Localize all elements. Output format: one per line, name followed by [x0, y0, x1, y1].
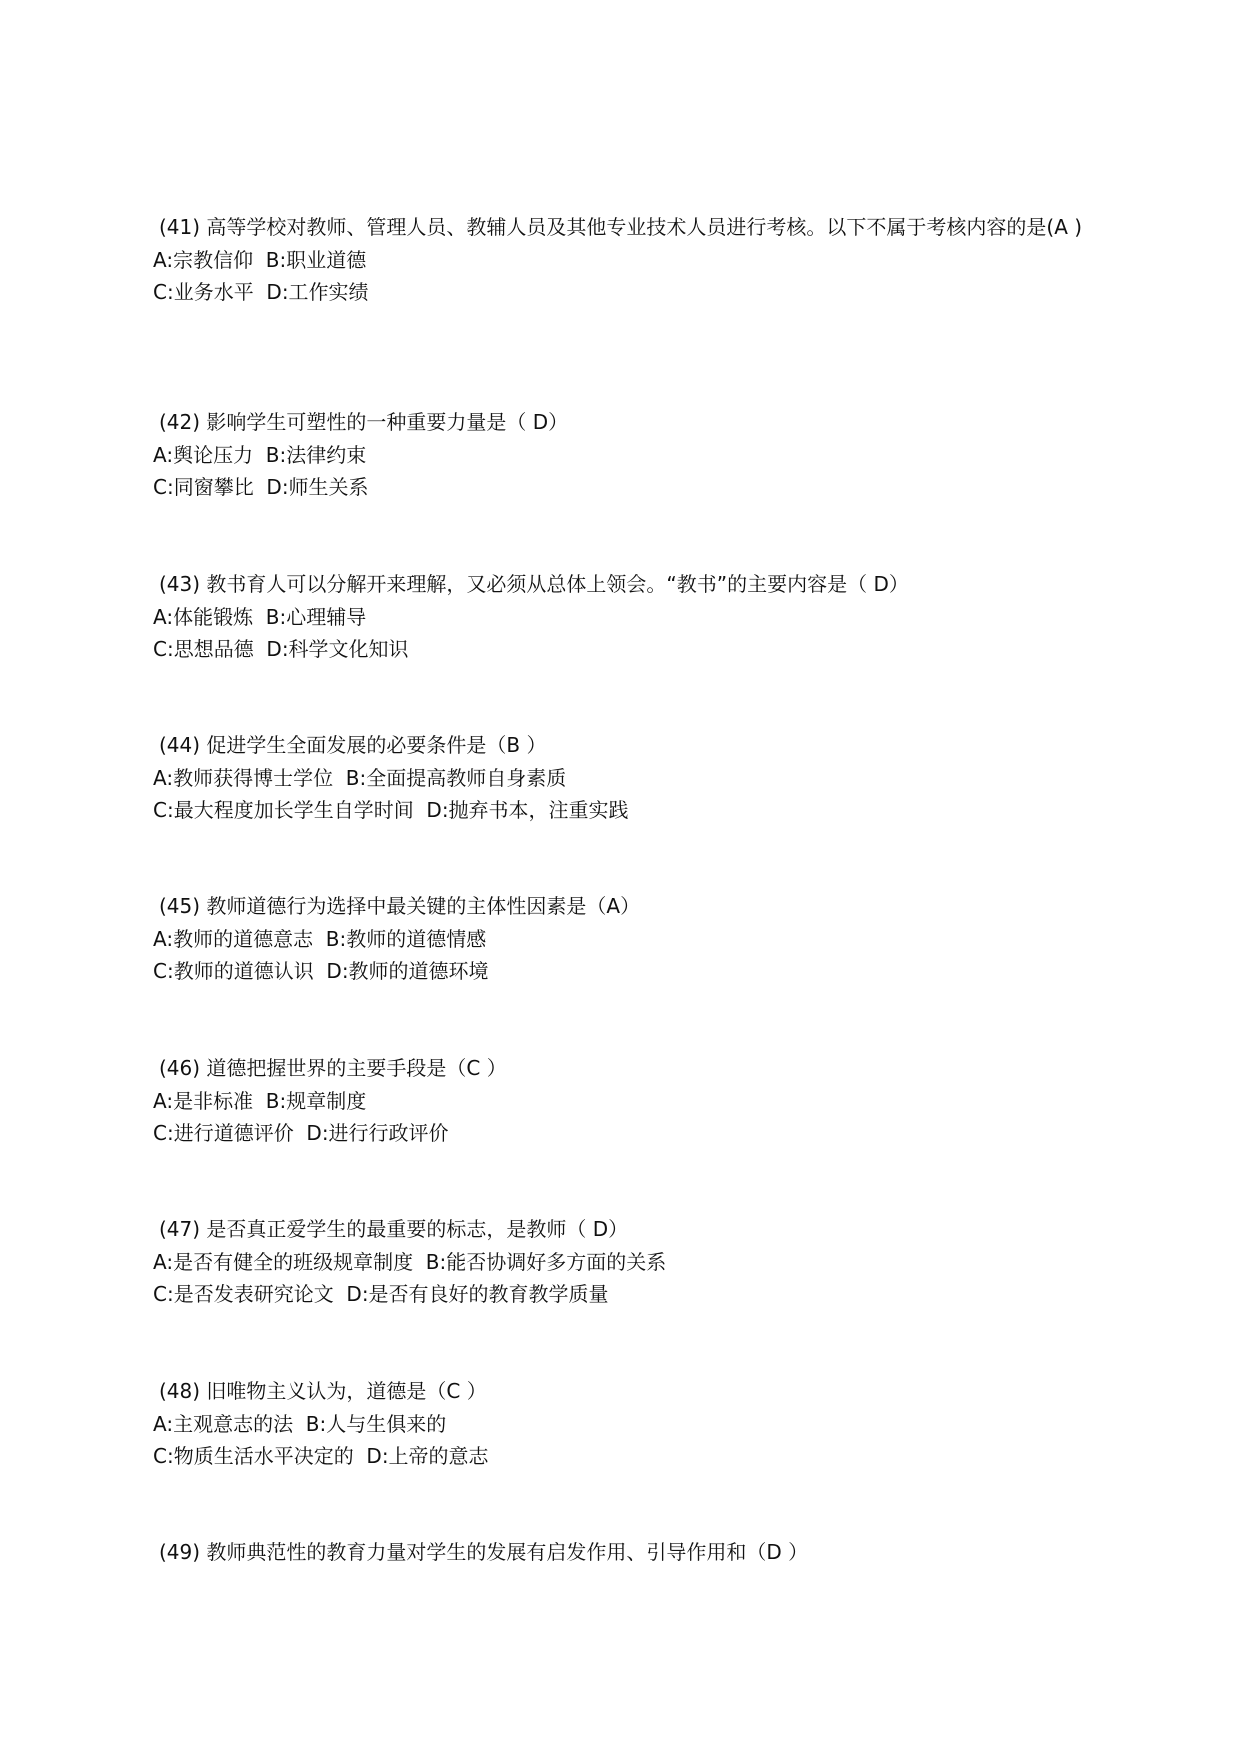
- question-options-cd: C:是否发表研究论文 D:是否有良好的教育教学质量: [153, 1282, 609, 1306]
- question-options-cd: C:业务水平 D:工作实绩: [153, 280, 369, 304]
- question-41: [153, 211, 1093, 309]
- question-options-cd: C:进行道德评价 D:进行行政评价: [153, 1121, 449, 1145]
- question-options-ab: A:是否有健全的班级规章制度 B:能否协调好多方面的关系: [153, 1249, 667, 1274]
- question-49: [153, 1536, 1093, 1569]
- question-stem: (47) 是否真正爱学生的最重要的标志，是教师（ D）: [159, 1217, 629, 1241]
- question-options-cd: C:同窗攀比 D:师生关系: [153, 475, 369, 499]
- question-48: [153, 1375, 1093, 1473]
- question-47: [153, 1213, 1093, 1311]
- question-options-cd: C:最大程度加长学生自学时间 D:抛弃书本，注重实践: [153, 798, 629, 822]
- question-options-ab: A:主观意志的法 B:人与生俱来的: [153, 1411, 447, 1436]
- question-stem: (48) 旧唯物主义认为，道德是（C ）: [159, 1379, 487, 1403]
- question-42: [153, 406, 1093, 504]
- question-45: [153, 890, 1093, 988]
- question-stem: (42) 影响学生可塑性的一种重要力量是（ D）: [159, 410, 569, 434]
- question-stem: (41) 高等学校对教师、管理人员、教辅人员及其他专业技术人员进行考核。以下不属于考核内容的是(A ): [159, 215, 1083, 239]
- question-options-cd: C:物质生活水平决定的 D:上帝的意志: [153, 1444, 489, 1468]
- question-stem: (44) 促进学生全面发展的必要条件是（B ）: [159, 733, 547, 757]
- question-options-cd: C:思想品德 D:科学文化知识: [153, 637, 409, 661]
- question-options-ab: A:宗教信仰 B:职业道德: [153, 247, 367, 272]
- question-43: [153, 568, 1093, 666]
- question-46: [153, 1052, 1093, 1150]
- question-options-ab: A:舆论压力 B:法律约束: [153, 442, 367, 467]
- question-stem: (46) 道德把握世界的主要手段是（C ）: [159, 1056, 507, 1080]
- question-stem: (43) 教书育人可以分解开来理解，又必须从总体上领会。“教书”的主要内容是（ D）: [159, 572, 909, 596]
- question-options-ab: A:教师的道德意志 B:教师的道德情感: [153, 926, 487, 951]
- question-options-cd: C:教师的道德认识 D:教师的道德环境: [153, 959, 489, 983]
- question-44: [153, 729, 1093, 827]
- question-options-ab: A:体能锻炼 B:心理辅导: [153, 604, 367, 629]
- question-options-ab: A:是非标准 B:规章制度: [153, 1088, 367, 1113]
- question-stem: (49) 教师典范性的教育力量对学生的发展有启发作用、引导作用和（D ）: [159, 1540, 809, 1564]
- question-stem: (45) 教师道德行为选择中最关键的主体性因素是（A）: [159, 894, 641, 918]
- question-options-ab: A:教师获得博士学位 B:全面提高教师自身素质: [153, 765, 567, 790]
